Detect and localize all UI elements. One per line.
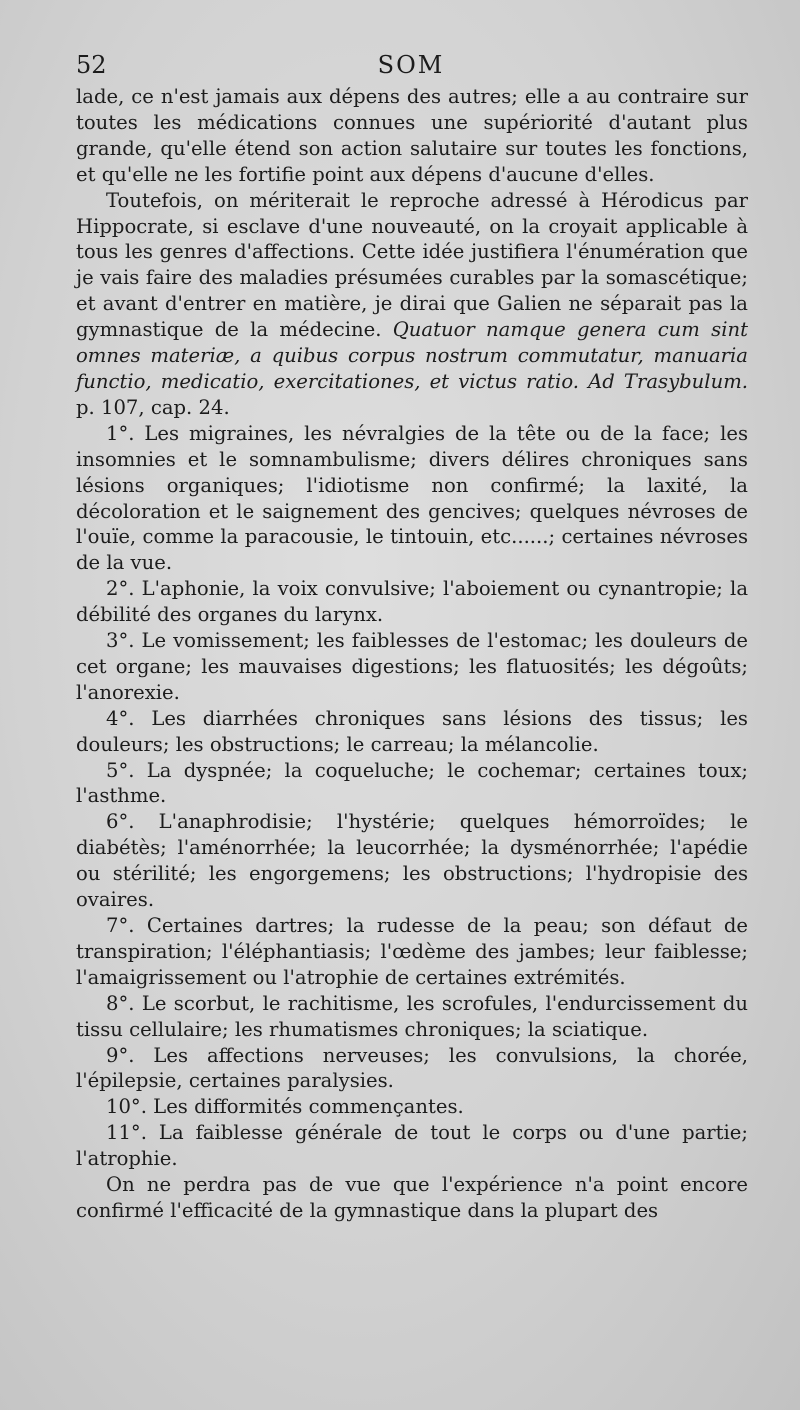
page-header — [76, 48, 746, 82]
text-segment: 11°. La faiblesse générale de tout le corps ou d'une partie; l'atrophie. — [76, 1121, 748, 1171]
latin-quotation: Quatuor namque genera cum sint omnes materiæ, a quibus corpus nostrum commutatur, manuaria functio, medicatio, exercitationes, et victus ratio. Ad Trasybulum. — [76, 318, 748, 393]
citation-reference: p. 107, cap. 24. — [76, 395, 230, 419]
list-item-7 — [76, 913, 748, 991]
list-item-6 — [76, 809, 748, 913]
page-body — [76, 84, 748, 1224]
text-segment: 4°. Les diarrhées chroniques sans lésions des tissus; les douleurs; les obstructions; le carreau; la mélancolie. — [76, 706, 748, 756]
list-item-9 — [76, 1043, 748, 1095]
text-segment: 3°. Le vomissement; les faiblesses de l'estomac; les douleurs de cet organe; les mauvaises digestions; les flatuosités; les dégoûts; l'anorexie. — [76, 629, 748, 704]
list-item-3 — [76, 628, 748, 706]
text-segment: lade, ce n'est jamais aux dépens des autres; elle a au contraire sur toutes les médications connues une supériorité d'autant plus grande, qu'elle étend son action salutaire sur toutes les fonctions, et qu'elle ne les fortifie point aux dépens d'aucune d'elles. — [76, 85, 748, 186]
text-segment: 8°. Le scorbut, le rachitisme, les scrofules, l'endurcissement du tissu cellulaire; les rhumatismes chroniques; la sciatique. — [76, 991, 748, 1041]
text-segment: 7°. Certaines dartres; la rudesse de la peau; son défaut de transpiration; l'éléphantiasis; l'œdème des jambes; leur faiblesse; l'amaigrissement ou l'atrophie de certaines extrémités. — [76, 914, 748, 989]
list-item-4 — [76, 706, 748, 758]
paragraph-toutefois — [76, 188, 748, 421]
list-item-11 — [76, 1120, 748, 1172]
text-segment: 5°. La dyspnée; la coqueluche; le cochemar; certaines toux; l'asthme. — [76, 758, 748, 808]
running-head: SOM — [377, 51, 445, 79]
text-segment: 10°. Les difformités commençantes. — [106, 1095, 464, 1119]
text-segment: Toutefois, on mériterait le reproche adressé à Hérodicus par Hippocrate, si esclave d'une nouveauté, on la croyait applicable à tous les genres d'affections. Cette idée justifiera l'énumération que je vais faire des maladies présumées curables par la somascétique; et avant d'entrer en matière, je dirai que Galien ne séparait pas la gymnastique de la médecine. — [76, 188, 748, 342]
text-segment: 6°. L'anaphrodisie; l'hystérie; quelques hémorroïdes; le diabétès; l'aménorrhée; la leucorrhée; la dysménorrhée; l'apédie ou stérilité; les engorgemens; les obstructions; l'hydropisie des ovaires. — [76, 810, 748, 912]
text-segment: 2°. L'aphonie, la voix convulsive; l'aboiement ou cynantropie; la débilité des organes du larynx. — [76, 577, 748, 627]
list-item-5 — [76, 758, 748, 810]
text-segment: 1°. Les migraines, les névralgies de la tête ou de la face; les insomnies et le somnambulisme; divers délires chroniques sans lésions organiques; l'idiotisme non confirmé; la laxité, la décoloration et le saignement des gencives; quelques névroses de l'ouïe, comme la paracousie, le tintouin, etc......; certaines névroses de la vue. — [76, 421, 748, 575]
text-segment: On ne perdra pas de vue que l'expérience n'a point encore confirmé l'efficacité de la gymnastique dans la plupart des — [76, 1173, 748, 1222]
text-segment: 9°. Les affections nerveuses; les convulsions, la chorée, l'épilepsie, certaines paralysies. — [76, 1043, 748, 1093]
list-item-1 — [76, 421, 748, 576]
page-number: 52 — [76, 51, 107, 79]
paragraph-continuation — [76, 84, 748, 188]
list-item-8 — [76, 991, 748, 1043]
list-item-2 — [76, 576, 748, 628]
paragraph-closing — [76, 1172, 748, 1224]
list-item-10 — [76, 1094, 748, 1120]
